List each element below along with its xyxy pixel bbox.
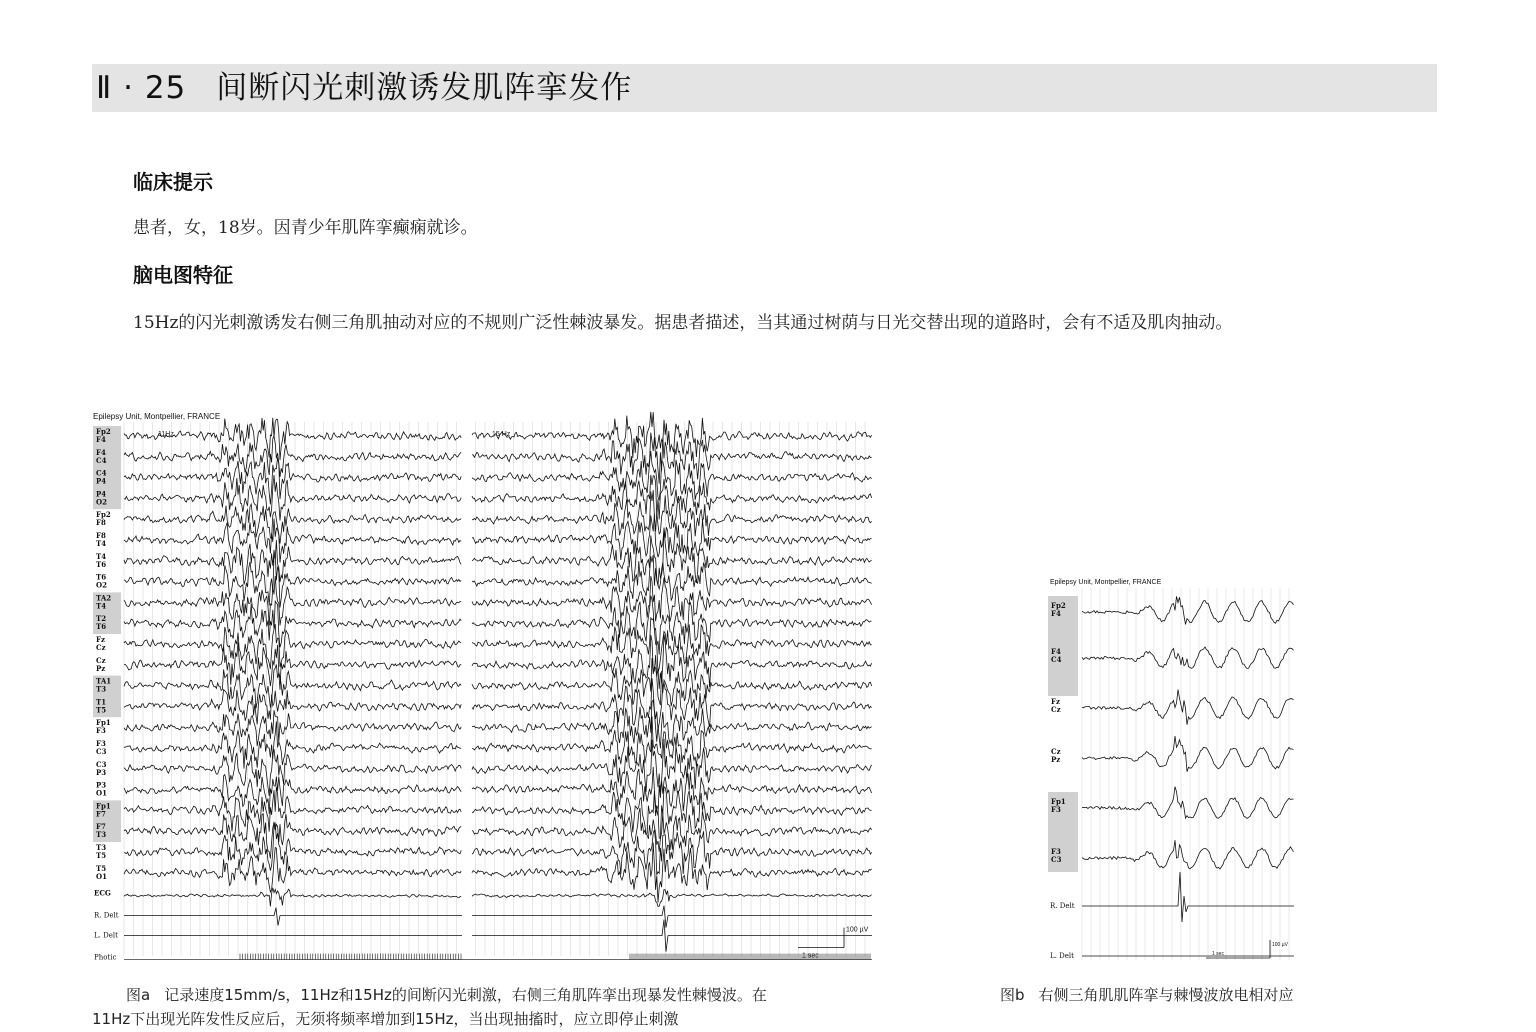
channel-label: T4 xyxy=(96,601,107,611)
channel-label: Cz xyxy=(1051,705,1061,714)
channel-label: Cz xyxy=(96,643,106,652)
figure-a-scale-time: 1 sec xyxy=(802,952,819,960)
channel-label: Pz xyxy=(96,663,106,673)
clinical-hint-heading: 临床提示 xyxy=(133,170,213,194)
r-delt-label: R. Delt xyxy=(1050,902,1075,910)
eeg-trace-a-left xyxy=(124,824,461,871)
section-title-text: 间断闪光刺激诱发肌阵挛发作 xyxy=(216,70,633,106)
channel-label: C4 xyxy=(1051,655,1062,664)
eeg-trace-a-left xyxy=(124,787,461,832)
eeg-trace-a-left xyxy=(124,601,461,647)
channel-label: C4 xyxy=(96,468,107,478)
eeg-trace-a-right xyxy=(472,830,872,875)
eeg-trace-a-left xyxy=(124,504,461,543)
channel-label: F3 xyxy=(1051,805,1061,814)
section-number: Ⅱ · 25 xyxy=(96,70,187,106)
photic-label: Photic xyxy=(94,953,117,962)
figure-a-caption-line2: 11Hz下出现光阵发性反应后，无须将频率增加到15Hz，当出现抽搐时，应立即停止刺激 xyxy=(92,1010,679,1028)
channel-label: T5 xyxy=(96,705,107,715)
eeg-trace-a-right xyxy=(472,700,872,748)
channel-label: Fp2 xyxy=(96,510,111,520)
channel-label: P3 xyxy=(96,780,107,790)
clinical-hint-text: 患者，女，18岁。因青少年肌阵挛癫痫就诊。 xyxy=(133,218,478,238)
channel-label: T6 xyxy=(96,559,107,569)
eeg-trace-a-right xyxy=(472,412,872,458)
ecg-trace xyxy=(472,890,872,907)
figure-a-caption-text: 记录速度15mm/s，11Hz和15Hz的间断闪光刺激，右侧三角肌阵挛出现暴发性棘慢波。在 xyxy=(164,986,767,1004)
eeg-trace-a-right xyxy=(472,490,872,536)
figure-a-eeg xyxy=(90,408,874,973)
channel-label: Fp2 xyxy=(96,427,111,436)
channel-label: T3 xyxy=(96,830,107,840)
eeg-features-heading: 脑电图特征 xyxy=(133,263,233,287)
channel-label: O1 xyxy=(96,788,107,798)
ecg-label: ECG xyxy=(94,888,111,898)
channel-label: Fz xyxy=(96,635,105,644)
ecg-trace xyxy=(124,888,461,907)
section-title xyxy=(96,66,632,110)
channel-label: F4 xyxy=(1051,609,1061,618)
figure-b-scale-amp: 100 µV xyxy=(1272,942,1288,948)
l-delt-trace xyxy=(124,920,872,952)
figure-a-caption-label: 图a xyxy=(126,986,151,1004)
eeg-trace-a-left xyxy=(124,665,461,709)
channel-label: F7 xyxy=(96,822,106,832)
channel-label: F3 xyxy=(96,739,106,748)
channel-label: F3 xyxy=(96,726,106,736)
channel-label: F4 xyxy=(1051,647,1061,656)
eeg-features-text: 15Hz的闪光刺激诱发右侧三角肌抽动对应的不规则广泛性棘波暴发。据患者描述，当其通过树荫与日光交替出现的道路时，会有不适及肌肉抽动。 xyxy=(133,313,1233,333)
figure-b-eeg xyxy=(1046,572,1296,964)
channel-label: O2 xyxy=(96,497,107,507)
channel-label: F7 xyxy=(96,809,106,819)
eeg-trace-a-left xyxy=(124,710,461,746)
figure-b-source: Epilepsy Unit, Montpellier, FRANCE xyxy=(1050,579,1162,586)
channel-label: Cz xyxy=(1051,747,1061,756)
figure-a-svg xyxy=(90,408,874,973)
eeg-trace-a-left xyxy=(124,475,461,521)
channel-label: F8 xyxy=(96,531,106,540)
channel-label: Fp1 xyxy=(96,718,111,728)
channel-label: Fp1 xyxy=(96,801,111,811)
channel-label: Fz xyxy=(1051,697,1060,706)
channel-label: T4 xyxy=(96,539,107,548)
channel-label: Fp1 xyxy=(1051,797,1066,806)
channel-label: TA2 xyxy=(96,593,112,603)
eeg-trace-a-right xyxy=(472,767,872,816)
channel-label: P3 xyxy=(96,767,107,777)
figure-a-stim-right: 15 Hz xyxy=(492,431,511,438)
channel-label: T2 xyxy=(96,614,107,624)
eeg-trace-a-right xyxy=(472,529,872,586)
figure-a-scale-amp: 100 µV xyxy=(846,926,869,934)
channel-label: T4 xyxy=(96,551,107,561)
channel-label: P4 xyxy=(96,476,107,486)
channel-label: Pz xyxy=(1051,755,1061,764)
l-delt-label: L. Delt xyxy=(94,931,118,940)
channel-label: T5 xyxy=(96,851,107,860)
r-delt-trace xyxy=(124,906,872,928)
channel-label: P4 xyxy=(96,489,107,499)
eeg-trace-a-left xyxy=(124,540,461,584)
channel-label: C3 xyxy=(96,747,107,756)
figure-b-scale-time: 1 sec xyxy=(1212,951,1224,957)
scale-bar xyxy=(798,928,844,948)
channel-label: C3 xyxy=(1051,855,1062,864)
figure-a-stim-left: 11Hz xyxy=(158,431,174,438)
channel-label: C3 xyxy=(96,759,107,769)
eeg-trace-a-left xyxy=(124,643,461,690)
channel-label: T3 xyxy=(96,843,107,852)
eeg-trace-a-right xyxy=(472,787,872,839)
channel-label: T3 xyxy=(96,684,107,694)
figure-b-caption xyxy=(1000,982,1420,1008)
channel-label: T6 xyxy=(96,622,107,632)
figure-b-caption-label: 图b xyxy=(1000,986,1025,1004)
r-delt-label: R. Delt xyxy=(94,911,119,920)
eeg-trace-a-right xyxy=(472,475,872,519)
eeg-trace-a-right xyxy=(472,555,872,600)
figure-b-caption-text: 右侧三角肌肌阵挛与棘慢波放电相对应 xyxy=(1038,986,1294,1004)
channel-label: T6 xyxy=(96,572,107,582)
channel-label: TA1 xyxy=(96,676,112,686)
figure-b-svg xyxy=(1046,572,1296,964)
eeg-trace-a-right xyxy=(472,433,872,484)
eeg-trace-a-right xyxy=(472,843,872,903)
channel-label: F8 xyxy=(96,518,106,528)
channel-label: F4 xyxy=(96,447,106,457)
channel-label: O1 xyxy=(96,871,107,881)
eeg-trace-a-right xyxy=(472,658,872,706)
eeg-trace-a-left xyxy=(124,519,461,563)
channel-label: F4 xyxy=(96,435,106,444)
eeg-trace-a-left xyxy=(124,848,461,893)
figure-a-caption xyxy=(126,982,886,1008)
eeg-trace-a-left xyxy=(124,690,461,725)
channel-label: F3 xyxy=(1051,847,1061,856)
eeg-trace-a-left xyxy=(124,436,461,477)
channel-label: O2 xyxy=(96,580,107,590)
channel-label: Fp2 xyxy=(1051,601,1066,610)
channel-label: Cz xyxy=(96,655,106,665)
l-delt-label: L. Delt xyxy=(1050,952,1074,960)
channel-label: C4 xyxy=(96,455,107,465)
figure-a-source: Epilepsy Unit, Montpellier, FRANCE xyxy=(93,412,221,421)
channel-label: T1 xyxy=(96,697,107,707)
channel-label: T5 xyxy=(96,863,107,873)
